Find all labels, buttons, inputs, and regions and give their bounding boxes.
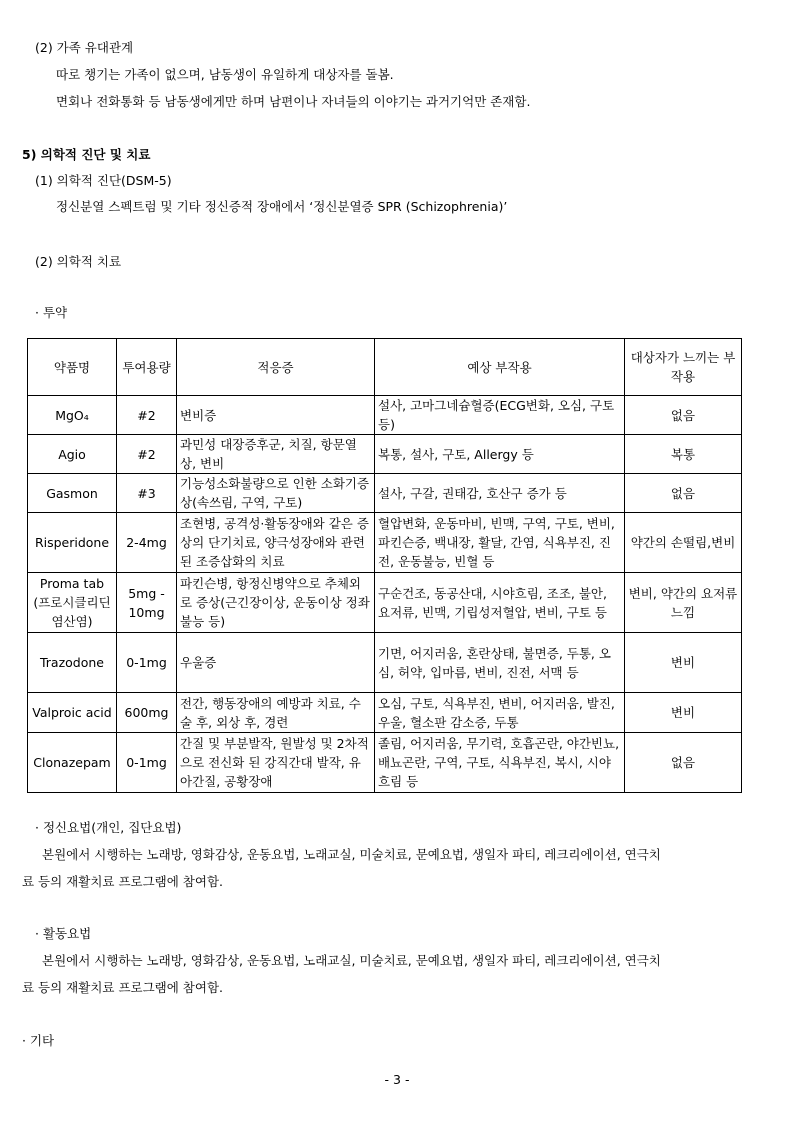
drug-indication: 과민성 대장증후군, 치질, 항문열상, 변비	[177, 435, 375, 474]
drug-dose: 0-1mg	[117, 733, 177, 793]
drug-side-effects: 기면, 어지러움, 혼란상태, 불면증, 두통, 오심, 허약, 입마름, 변비, 진전, 서맥 등	[375, 633, 625, 693]
drug-dose: #2	[117, 435, 177, 474]
psychotherapy-line-1: 본원에서 시행하는 노래방, 영화감상, 운동요법, 노래교실, 미술치료, 문예요법, 생일자 파티, 레크리에이션, 연극치	[42, 847, 661, 862]
page-number: - 3 -	[384, 1072, 410, 1087]
drug-name: Agio	[28, 435, 117, 474]
psychotherapy-line-2: 료 등의 재활치료 프로그램에 참여함.	[22, 874, 223, 889]
diagnosis-heading: (1) 의학적 진단(DSM-5)	[35, 173, 172, 188]
header-patient-effects: 대상자가 느끼는 부작용	[625, 339, 742, 396]
drug-side-effects: 혈압변화, 운동마비, 빈맥, 구역, 구토, 변비, 파킨슨증, 백내장, 활달, 간염, 식욕부진, 진전, 운동불능, 빈혈 등	[375, 513, 625, 573]
header-drug-name: 약품명	[28, 339, 117, 396]
table-row	[28, 633, 742, 693]
medication-bullet: · 투약	[35, 305, 68, 320]
diagnosis-text: 정신분열 스펙트럼 및 기타 정신증적 장애에서 ‘정신분열증 SPR (Schizophrenia)’	[56, 199, 508, 214]
header-dose: 투여용량	[117, 339, 177, 396]
family-heading: (2) 가족 유대관계	[35, 40, 134, 55]
table-row	[28, 733, 742, 793]
drug-dose: 0-1mg	[117, 633, 177, 693]
drug-dose: 600mg	[117, 693, 177, 733]
drug-patient-effects: 변비	[625, 693, 742, 733]
family-line-2: 면회나 전화통화 등 남동생에게만 하며 남편이나 자녀들의 이야기는 과거기억만 존재함.	[56, 94, 531, 109]
drug-indication: 전간, 행동장애의 예방과 치료, 수술 후, 외상 후, 경련	[177, 693, 375, 733]
drug-name: Gasmon	[28, 474, 117, 513]
table-row	[28, 693, 742, 733]
drug-name: Clonazepam	[28, 733, 117, 793]
drug-dose: 2-4mg	[117, 513, 177, 573]
other-bullet: · 기타	[22, 1033, 55, 1048]
section-5-heading: 5) 의학적 진단 및 치료	[22, 147, 151, 162]
drug-side-effects: 구순건조, 동공산대, 시야흐림, 조조, 불안, 요저류, 빈맥, 기립성저혈압, 변비, 구토 등	[375, 573, 625, 633]
table-row	[28, 573, 742, 633]
drug-side-effects: 설사, 구갈, 권태감, 호산구 증가 등	[375, 474, 625, 513]
psychotherapy-bullet: · 정신요법(개인, 집단요법)	[35, 820, 182, 835]
table-row	[28, 396, 742, 435]
medication-table	[27, 338, 742, 793]
drug-dose: #3	[117, 474, 177, 513]
drug-side-effects: 설사, 고마그네슘혈증(ECG변화, 오심, 구토 등)	[375, 396, 625, 435]
header-indication: 적응증	[177, 339, 375, 396]
drug-name: Proma tab (프로시클리딘 염산염)	[28, 573, 117, 633]
treatment-heading: (2) 의학적 치료	[35, 254, 122, 269]
drug-side-effects: 복통, 설사, 구토, Allergy 등	[375, 435, 625, 474]
drug-patient-effects: 약간의 손떨림,변비	[625, 513, 742, 573]
header-side-effects: 예상 부작용	[375, 339, 625, 396]
family-line-1: 따로 챙기는 가족이 없으며, 남동생이 유일하게 대상자를 돌봄.	[56, 67, 394, 82]
drug-name: MgO₄	[28, 396, 117, 435]
drug-dose: #2	[117, 396, 177, 435]
drug-patient-effects: 없음	[625, 396, 742, 435]
drug-dose: 5mg - 10mg	[117, 573, 177, 633]
drug-patient-effects: 없음	[625, 733, 742, 793]
drug-indication: 조현병, 공격성·활동장애와 같은 증상의 단기치료, 양극성장애와 관련된 조증삽화의 치료	[177, 513, 375, 573]
drug-indication: 간질 및 부분발작, 원발성 및 2차적으로 전신화 된 강직간대 발작, 유아간질, 공황장애	[177, 733, 375, 793]
table-row	[28, 435, 742, 474]
drug-side-effects: 오심, 구토, 식욕부진, 변비, 어지러움, 발진, 우울, 혈소판 감소증, 두통	[375, 693, 625, 733]
activity-bullet: · 활동요법	[35, 926, 92, 941]
drug-name: Trazodone	[28, 633, 117, 693]
drug-patient-effects: 없음	[625, 474, 742, 513]
drug-indication: 우울증	[177, 633, 375, 693]
activity-line-1: 본원에서 시행하는 노래방, 영화감상, 운동요법, 노래교실, 미술치료, 문예요법, 생일자 파티, 레크리에이션, 연극치	[42, 953, 661, 968]
drug-name: Valproic acid	[28, 693, 117, 733]
table-row	[28, 474, 742, 513]
drug-patient-effects: 복통	[625, 435, 742, 474]
drug-name: Risperidone	[28, 513, 117, 573]
drug-patient-effects: 변비, 약간의 요저류 느낌	[625, 573, 742, 633]
table-header-row	[28, 339, 742, 396]
drug-indication: 파킨슨병, 항정신병약으로 추체외로 증상(근긴장이상, 운동이상 정좌불능 등)	[177, 573, 375, 633]
activity-line-2: 료 등의 재활치료 프로그램에 참여함.	[22, 980, 223, 995]
drug-patient-effects: 변비	[625, 633, 742, 693]
table-row	[28, 513, 742, 573]
drug-indication: 변비증	[177, 396, 375, 435]
drug-side-effects: 졸림, 어지러움, 무기력, 호흡곤란, 야간빈뇨, 배뇨곤란, 구역, 구토, 식욕부진, 복시, 시야흐림 등	[375, 733, 625, 793]
drug-indication: 기능성소화불량으로 인한 소화기증상(속쓰림, 구역, 구토)	[177, 474, 375, 513]
